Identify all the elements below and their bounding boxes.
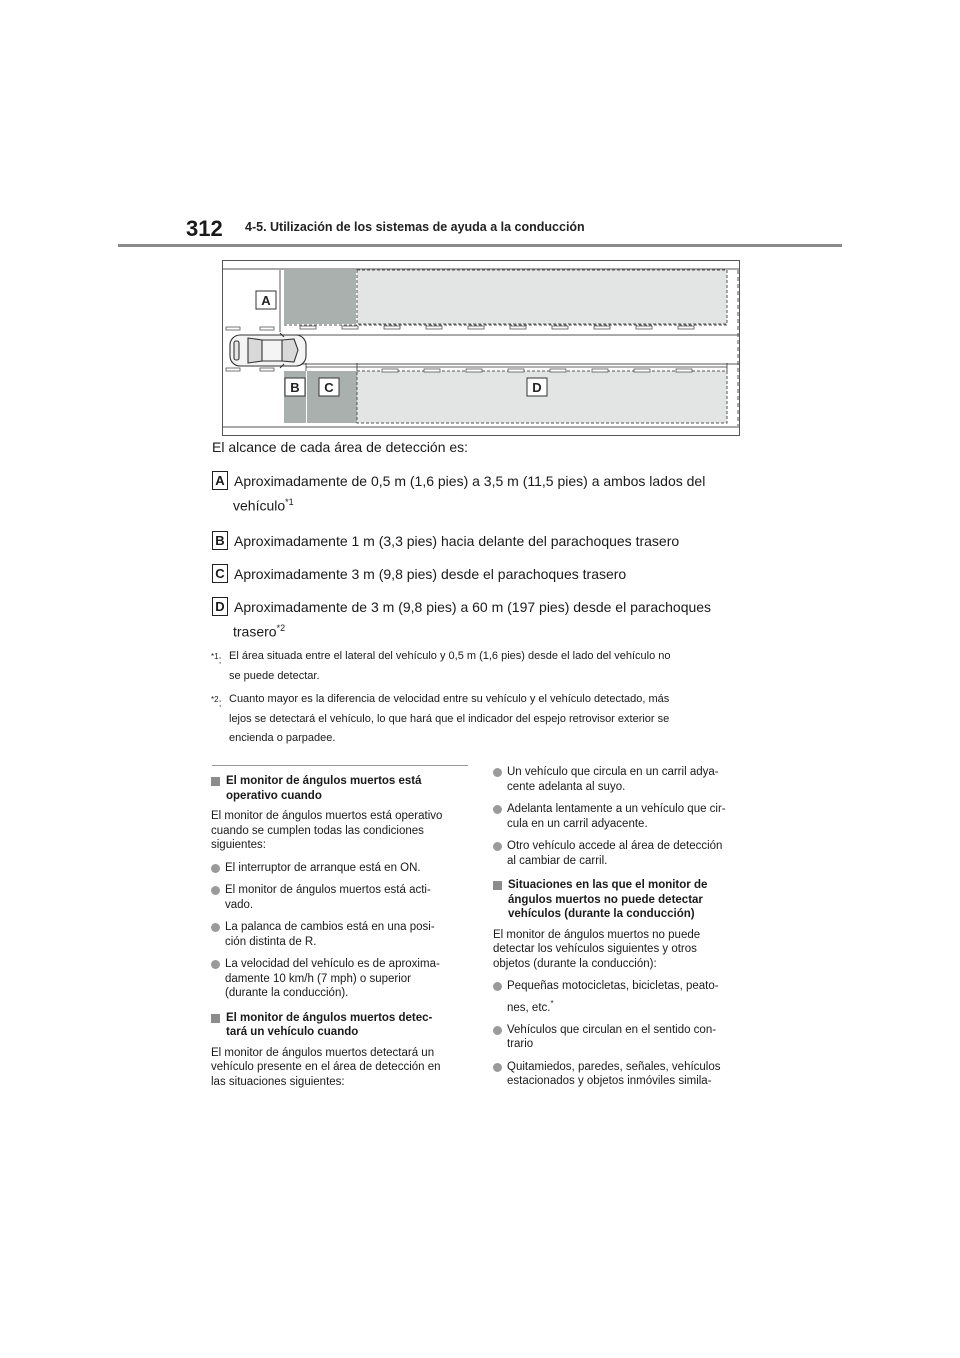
- circle-bullet-icon: [211, 923, 220, 932]
- section-heading-line: tará un vehículo cuando: [226, 1026, 359, 1038]
- section-heading-line: Situaciones en las que el monitor de: [508, 879, 708, 891]
- range-badge-c: C: [212, 564, 228, 583]
- paragraph: [211, 809, 473, 853]
- paragraph-line: objetos (durante la conducción):: [493, 957, 657, 970]
- section-heading-line: ángulos muertos no puede detectar: [508, 893, 703, 906]
- car-icon: [230, 333, 306, 368]
- circle-bullet-icon: [493, 1026, 502, 1035]
- footnote-ref-2: *2: [276, 623, 286, 633]
- list-item-line: cula en un carril adyacente.: [507, 817, 648, 830]
- range-badge-a: A: [212, 471, 228, 490]
- circle-bullet-icon: [493, 768, 502, 777]
- label-b: B: [290, 380, 300, 395]
- footnote-1-line: El área situada entre el lateral del vehículo y 0,5 m (1,6 pies) desde el lado del vehículo no: [229, 650, 671, 662]
- square-bullet-icon: [493, 881, 502, 890]
- label-c: C: [324, 380, 334, 395]
- list-item-line: Un vehículo que circula en un carril adya-: [507, 766, 719, 778]
- footnote-1: [211, 647, 751, 686]
- circle-bullet-icon: [211, 960, 220, 969]
- detection-area-diagram: [222, 260, 740, 436]
- list-item: [493, 979, 755, 1015]
- range-row-a: [212, 470, 705, 492]
- footnote-2-colon: :: [218, 697, 222, 710]
- list-item-line: El monitor de ángulos muertos está acti-: [225, 884, 431, 896]
- list-item: [211, 883, 473, 912]
- range-row-d: [212, 596, 711, 618]
- right-column: [493, 757, 755, 1089]
- circle-bullet-icon: [211, 864, 220, 873]
- circle-bullet-icon: [211, 886, 220, 895]
- list-item-line: El interruptor de arranque está en ON.: [225, 861, 421, 874]
- paragraph-line: cuando se cumplen todas las condiciones: [211, 824, 424, 837]
- label-d: D: [532, 380, 542, 395]
- paragraph-line: El monitor de ángulos muertos está operativo: [211, 810, 443, 822]
- paragraph-line: El monitor de ángulos muertos no puede: [493, 928, 701, 941]
- paragraph-line: El monitor de ángulos muertos detectará un: [211, 1046, 435, 1059]
- list-item: [493, 765, 755, 794]
- list-item-line: (durante la conducción).: [225, 987, 349, 999]
- section-heading-line: El monitor de ángulos muertos detec-: [226, 1011, 433, 1024]
- list-item-line: vado.: [225, 898, 254, 911]
- list-item-line: nes, etc.: [507, 1001, 551, 1014]
- footnote-1-mark: *1: [211, 652, 219, 661]
- zone-upper-near: [284, 270, 356, 324]
- list-item-line: cente adelanta al suyo.: [507, 780, 626, 793]
- circle-bullet-icon: [493, 805, 502, 814]
- list-item-line: al cambiar de carril.: [507, 854, 608, 867]
- footnote-1-colon: :: [218, 654, 222, 667]
- section-title: 4-5. Utilización de los sistemas de ayuda a la conducción: [245, 220, 585, 234]
- footnote-1-line: se puede detectar.: [229, 669, 320, 682]
- intro-text: El alcance de cada área de detección es:: [212, 439, 469, 455]
- column-divider: [212, 765, 468, 766]
- list-item-line: trario: [507, 1038, 534, 1051]
- list-item-line: Otro vehículo accede al área de detección: [507, 840, 723, 852]
- footnote-2-line: lejos se detectará el vehículo, lo que hará que el indicador del espejo retrovisor exterior se: [229, 712, 670, 725]
- footnote-2: [211, 690, 751, 749]
- section-heading-line: operativo cuando: [226, 789, 322, 802]
- section-heading: [493, 878, 755, 922]
- range-cont-a: [233, 497, 294, 514]
- label-a: A: [261, 293, 271, 308]
- range-cont-d-text: trasero: [233, 623, 277, 640]
- paragraph: [211, 1046, 473, 1090]
- paragraph-line: vehículo presente en el área de detección en: [211, 1061, 441, 1073]
- section-heading-line: vehículos (durante la conducción): [508, 908, 695, 920]
- list-item-line: estacionados y objetos inmóviles simila-: [507, 1075, 712, 1088]
- range-row-b: [212, 530, 679, 552]
- range-row-c: [212, 563, 626, 585]
- list-item: [211, 957, 473, 1001]
- range-cont-d: [233, 623, 285, 640]
- square-bullet-icon: [211, 1014, 220, 1023]
- list-item-line: Quitamiedos, paredes, señales, vehículos: [507, 1060, 721, 1073]
- list-item-line: La velocidad del vehículo es de aproxima-: [225, 958, 440, 970]
- page-number: 312: [186, 216, 223, 241]
- square-bullet-icon: [211, 777, 220, 786]
- header-rule: [118, 244, 842, 247]
- circle-bullet-icon: [493, 982, 502, 991]
- range-text-a: Aproximadamente de 0,5 m (1,6 pies) a 3,5 m (11,5 pies) a ambos lados del: [234, 473, 706, 489]
- section-heading-line: El monitor de ángulos muertos está: [226, 775, 422, 787]
- footnote-2-line: Cuanto mayor es la diferencia de velocidad entre su vehículo y el vehículo detectado, más: [229, 693, 670, 705]
- zone-upper-far: [357, 270, 727, 324]
- footnote-ref-1: *1: [285, 497, 294, 507]
- list-item-line: La palanca de cambios está en una posi-: [225, 921, 435, 933]
- list-item: [493, 1023, 755, 1052]
- range-badge-b: B: [212, 531, 228, 550]
- range-cont-a-text: vehículo: [233, 497, 286, 514]
- list-item: [211, 861, 473, 876]
- range-badge-d: D: [212, 597, 228, 616]
- section-heading: [211, 774, 473, 803]
- circle-bullet-icon: [493, 1063, 502, 1072]
- list-item-line: damente 10 km/h (7 mph) o superior: [225, 972, 412, 985]
- list-item-line: Adelanta lentamente a un vehículo que cir-: [507, 803, 726, 815]
- footnote-2-line: encienda o parpadee.: [229, 732, 336, 744]
- list-item-line: Vehículos que circulan en el sentido con-: [507, 1023, 717, 1036]
- footnote-2-mark: *2: [211, 695, 219, 704]
- range-text-c: Aproximadamente 3 m (9,8 pies) desde el parachoques trasero: [234, 566, 627, 582]
- range-text-b: Aproximadamente 1 m (3,3 pies) hacia delante del parachoques trasero: [234, 533, 680, 549]
- circle-bullet-icon: [493, 842, 502, 851]
- list-item: [493, 802, 755, 831]
- paragraph: [493, 928, 755, 972]
- left-column: [211, 770, 473, 1089]
- list-item-line: ción distinta de R.: [225, 935, 317, 948]
- range-text-d: Aproximadamente de 3 m (9,8 pies) a 60 m (197 pies) desde el parachoques: [234, 599, 712, 615]
- list-item: [211, 920, 473, 949]
- paragraph-line: siguientes:: [211, 839, 266, 851]
- section-heading: [211, 1011, 473, 1040]
- list-item: [493, 839, 755, 868]
- list-item: [493, 1060, 755, 1089]
- list-item-line: Pequeñas motocicletas, bicicletas, peato-: [507, 980, 719, 992]
- footnote-ref-asterisk: *: [550, 998, 554, 1008]
- paragraph-line: las situaciones siguientes:: [211, 1075, 345, 1088]
- paragraph-line: detectar los vehículos siguientes y otros: [493, 943, 697, 955]
